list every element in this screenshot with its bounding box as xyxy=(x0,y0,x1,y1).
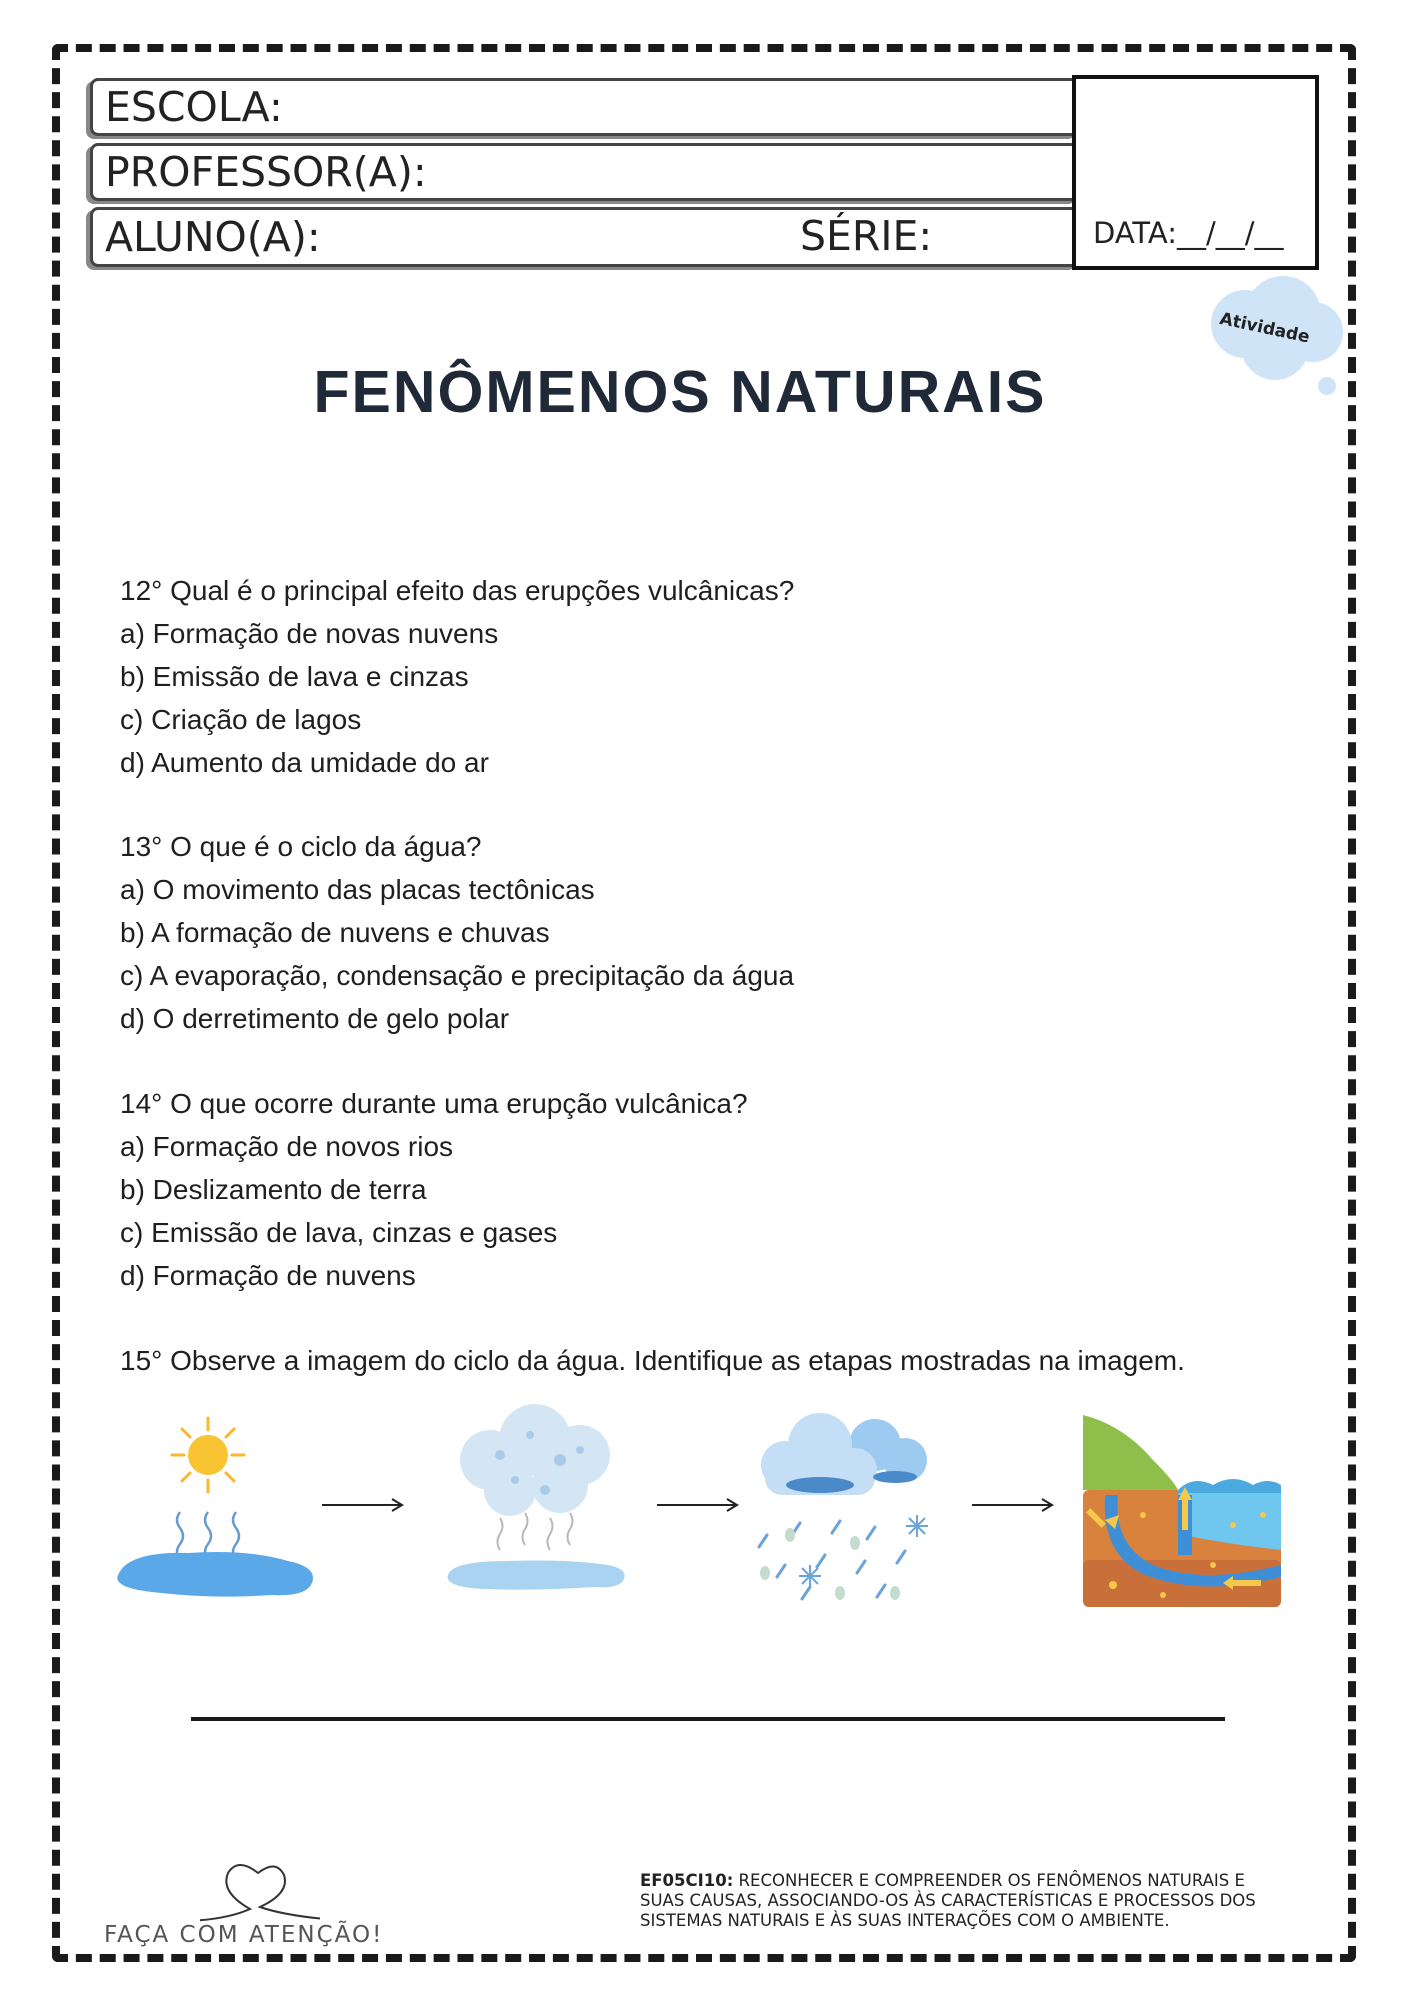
question-13 xyxy=(120,825,794,1040)
option-b: b) Emissão de lava e cinzas xyxy=(120,661,469,692)
bncc-code: EF05CI10: xyxy=(640,1871,734,1890)
option-c: c) Criação de lagos xyxy=(120,704,362,735)
question-14 xyxy=(120,1082,748,1297)
bncc-text: RECONHECER E COMPREENDER OS FENÔMENOS NATURAIS E SUAS CAUSAS, ASSOCIANDO-OS ÀS CARACTERÍSTICAS E PROCESSOS DOS SISTEMAS NATURAIS E ÀS SUAS INTERAÇÕES COM O AMBIENTE. xyxy=(640,1871,1256,1930)
heart-icon xyxy=(200,1857,320,1927)
option-b: b) Deslizamento de terra xyxy=(120,1174,427,1205)
question-prompt: 15° Observe a imagem do ciclo da água. Identifique as etapas mostradas na imagem. xyxy=(120,1345,1185,1376)
option-a: a) O movimento das placas tectônicas xyxy=(120,874,595,905)
answer-line[interactable] xyxy=(191,1717,1225,1721)
question-prompt: 12° Qual é o principal efeito das erupções vulcânicas? xyxy=(120,575,795,606)
option-b: b) A formação de nuvens e chuvas xyxy=(120,917,550,948)
serie-label: SÉRIE: xyxy=(800,212,933,260)
precipitation-icon xyxy=(745,1405,945,1605)
arrow-icon xyxy=(970,1495,1055,1515)
question-prompt: 14° O que ocorre durante uma erupção vulcânica? xyxy=(120,1088,748,1119)
condensation-icon xyxy=(440,1400,640,1600)
option-d: d) Formação de nuvens xyxy=(120,1260,416,1291)
faca-com-atencao: FAÇA COM ATENÇÃO! xyxy=(104,1922,384,1948)
option-c: c) Emissão de lava, cinzas e gases xyxy=(120,1217,558,1248)
bncc-skill xyxy=(640,1871,1260,1931)
option-a: a) Formação de novos rios xyxy=(120,1131,454,1162)
arrow-icon xyxy=(320,1495,405,1515)
professor-field[interactable] xyxy=(90,143,1080,201)
escola-field[interactable] xyxy=(90,78,1080,136)
option-a: a) Formação de novas nuvens xyxy=(120,618,499,649)
evaporation-icon xyxy=(110,1410,320,1600)
aluno-label: ALUNO(A): xyxy=(105,213,321,261)
option-d: d) Aumento da umidade do ar xyxy=(120,747,489,778)
option-d: d) O derretimento de gelo polar xyxy=(120,1003,510,1034)
data-label: DATA:__/__/__ xyxy=(1093,216,1284,250)
page-title: FENÔMENOS NATURAIS xyxy=(313,359,1047,425)
question-15 xyxy=(120,1339,1185,1382)
badge-text: Atividade xyxy=(1217,309,1312,348)
infiltration-icon xyxy=(1083,1415,1281,1610)
arrow-icon xyxy=(655,1495,740,1515)
question-12 xyxy=(120,569,794,784)
escola-label: ESCOLA: xyxy=(105,83,283,131)
question-prompt: 13° O que é o ciclo da água? xyxy=(120,831,482,862)
professor-label: PROFESSOR(A): xyxy=(105,148,427,196)
option-c: c) A evaporação, condensação e precipitação da água xyxy=(120,960,795,991)
